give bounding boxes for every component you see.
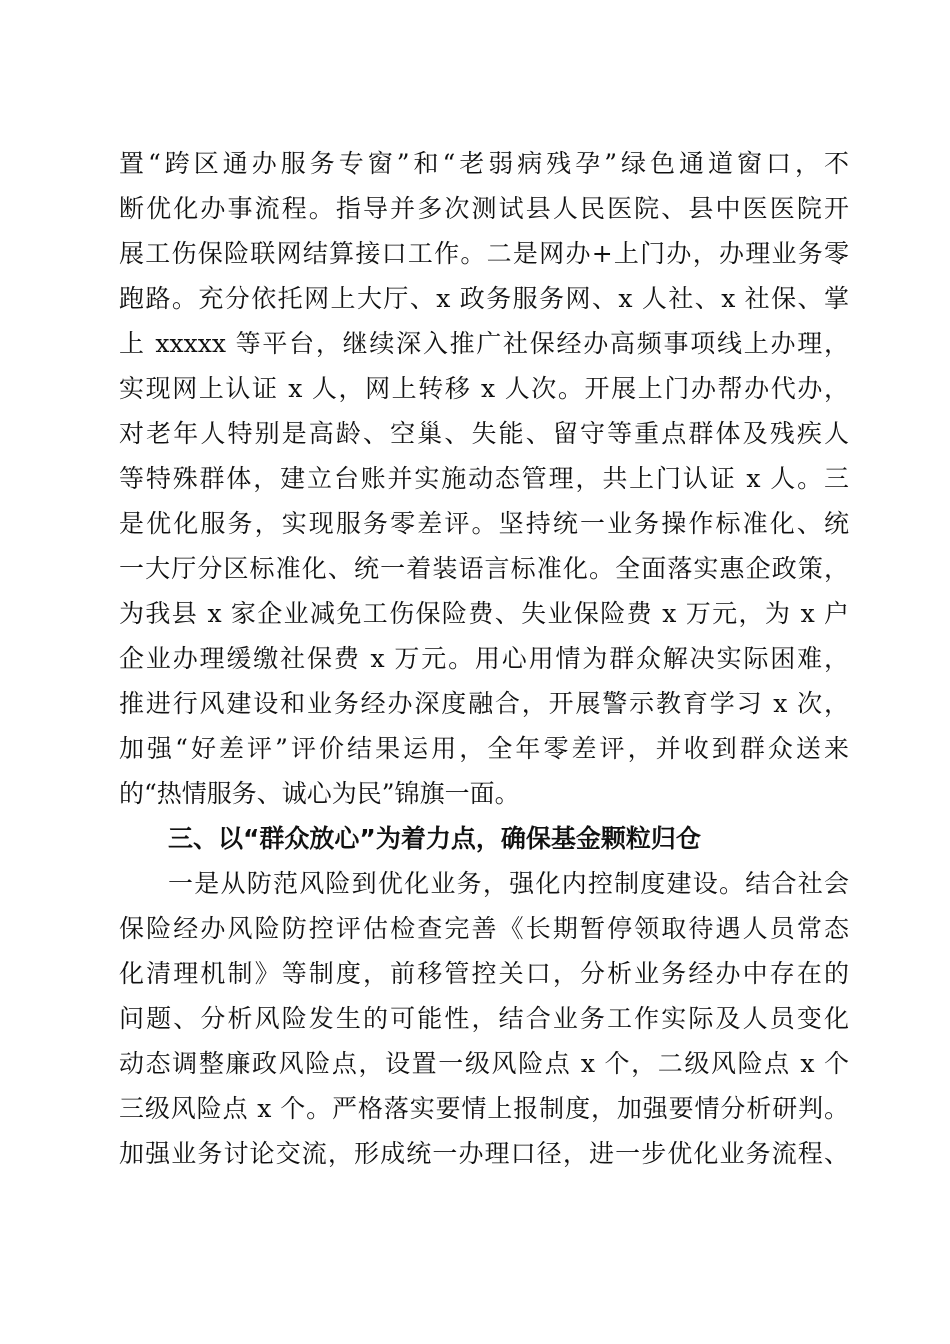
paragraph-line: 展工伤保险联网结算接口工作。二是网办+上门办，办理业务零 [119,239,849,268]
paragraph-line: 动态调整廉政风险点，设置一级风险点 x 个，二级风险点 x 个 [119,1049,849,1078]
paragraph-line: 三级风险点 x 个。严格落实要情上报制度，加强要情分析研判。 [119,1094,849,1123]
paragraph-line: 的“热情服务、诚心为民”锦旗一面。 [119,779,520,808]
paragraph-line: 问题、分析风险发生的可能性，结合业务工作实际及人员变化 [119,1004,849,1033]
paragraph-line: 加强业务讨论交流，形成统一办理口径，进一步优化业务流程、 [119,1139,849,1168]
paragraph-line: 化清理机制》等制度，前移管控关口，分析业务经办中存在的 [119,959,849,988]
paragraph-line: 推进行风建设和业务经办深度融合，开展警示教育学习 x 次， [119,689,849,718]
paragraph-line: 跑路。充分依托网上大厅、x 政务服务网、x 人社、x 社保、掌 [119,284,849,313]
paragraph-line: 一大厅分区标准化、统一着装语言标准化。全面落实惠企政策， [119,554,849,583]
section-heading: 三、以“群众放心”为着力点，确保基金颗粒归仓 [168,824,701,853]
paragraph-line: 加强“好差评”评价结果运用，全年零差评，并收到群众送来 [119,734,849,763]
paragraph-line: 置“跨区通办服务专窗”和“老弱病残孕”绿色通道窗口，不 [119,149,849,178]
paragraph-line: 保险经办风险防控评估检查完善《长期暂停领取待遇人员常态 [119,914,849,943]
paragraph-line: 为我县 x 家企业减免工伤保险费、失业保险费 x 万元，为 x 户 [119,599,849,628]
paragraph-line: 对老年人特别是高龄、空巢、失能、留守等重点群体及残疾人 [119,419,849,448]
paragraph-line: 等特殊群体，建立台账并实施动态管理，共上门认证 x 人。三 [119,464,849,493]
paragraph-line: 断优化办事流程。指导并多次测试县人民医院、县中医医院开 [119,194,849,223]
paragraph-line: 企业办理缓缴社保费 x 万元。用心用情为群众解决实际困难， [119,644,849,673]
paragraph-line: 一是从防范风险到优化业务，强化内控制度建设。结合社会 [168,869,849,898]
paragraph-line: 上 xxxxx 等平台，继续深入推广社保经办高频事项线上办理， [119,329,849,358]
paragraph-line: 实现网上认证 x 人，网上转移 x 人次。开展上门办帮办代办， [119,374,849,403]
paragraph-line: 是优化服务，实现服务零差评。坚持统一业务操作标准化、统 [119,509,849,538]
